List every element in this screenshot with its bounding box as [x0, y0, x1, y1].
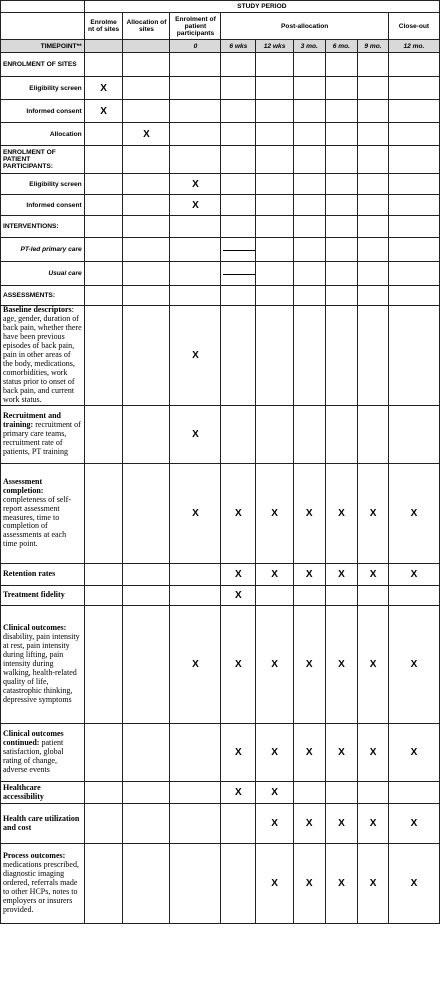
assessment-row-mark-cell: X: [221, 606, 256, 724]
assessment-row-mark-cell: X: [170, 606, 221, 724]
site-row-mark-cell: [388, 123, 439, 146]
assessment-row-mark-cell: [325, 782, 358, 804]
site-row-mark-cell: [170, 123, 221, 146]
site-row-mark-cell: [170, 77, 221, 100]
assessment-row-mark-cell: [325, 586, 358, 606]
assessment-row-mark-cell: [325, 306, 358, 406]
assessment-row-mark-cell: [325, 406, 358, 464]
patient-row-mark-cell: [388, 174, 439, 195]
assessment-row-mark-cell: [170, 804, 221, 844]
assessment-row-label: [1, 804, 85, 844]
empty-cell: [84, 286, 123, 306]
assessment-row-mark-cell: [221, 306, 256, 406]
assessment-row-label: [1, 782, 85, 804]
assessment-row-mark-cell: [84, 844, 123, 924]
empty-cell: [221, 216, 256, 238]
site-row-mark-cell: X: [123, 123, 170, 146]
patient-row-mark-cell: [221, 195, 256, 216]
timepoint-value: 12 wks: [256, 40, 294, 53]
assessment-row-mark-cell: [388, 782, 439, 804]
assessment-row-mark-cell: [358, 306, 389, 406]
assessment-row-mark-cell: [358, 782, 389, 804]
assessment-row-mark-cell: X: [388, 606, 439, 724]
assessment-row: [1, 406, 440, 464]
empty-cell: [170, 262, 221, 286]
col-enrolment-sites: Enrolme nt of sites: [84, 13, 123, 40]
assessment-row-label: [1, 606, 85, 724]
intervention-row: [1, 238, 440, 262]
header-corner-2: [1, 13, 85, 40]
empty-cell: [388, 53, 439, 77]
patient-row: [1, 195, 440, 216]
assessment-row-mark-cell: [123, 804, 170, 844]
assessment-row-mark-cell: [256, 306, 294, 406]
assessment-title: Healthcare accessibility: [3, 782, 44, 801]
timepoint-value: 6 mo.: [325, 40, 358, 53]
assessment-row-mark-cell: X: [358, 804, 389, 844]
assessment-title: Assessment completion:: [3, 476, 44, 495]
assessment-row-label: [1, 724, 85, 782]
section-enrolment-patients: [1, 146, 440, 174]
empty-cell: [84, 216, 123, 238]
patient-row: [1, 174, 440, 195]
intervention-row-label: Usual care: [1, 262, 85, 286]
site-row-mark-cell: [256, 100, 294, 123]
assessment-row-mark-cell: [388, 406, 439, 464]
assessment-row-label: [1, 464, 85, 564]
assessment-row-mark-cell: X: [325, 606, 358, 724]
empty-cell: [358, 216, 389, 238]
empty-cell: [123, 216, 170, 238]
assessment-row-mark-cell: [293, 782, 325, 804]
assessment-row-mark-cell: [123, 564, 170, 586]
arrow-right-icon: [223, 250, 255, 251]
assessment-row-mark-cell: X: [325, 804, 358, 844]
assessment-row: [1, 586, 440, 606]
assessment-row-mark-cell: X: [325, 724, 358, 782]
assessment-row-mark-cell: X: [256, 606, 294, 724]
patient-row-mark-cell: [256, 195, 294, 216]
assessment-row-mark-cell: X: [221, 464, 256, 564]
assessment-row-mark-cell: X: [221, 724, 256, 782]
site-row: [1, 123, 440, 146]
assessment-row-mark-cell: X: [170, 406, 221, 464]
assessment-description: completeness of self-report assessment measures, time to completion of assessments at each time point.: [3, 494, 71, 549]
empty-cell: [221, 146, 256, 174]
site-row-mark-cell: [256, 123, 294, 146]
patient-row-mark-cell: [256, 174, 294, 195]
site-row-mark-cell: X: [84, 100, 123, 123]
patient-row-mark-cell: [123, 174, 170, 195]
empty-cell: [123, 146, 170, 174]
col-close-out: Close-out: [388, 13, 439, 40]
site-row: [1, 77, 440, 100]
assessment-row-mark-cell: [123, 464, 170, 564]
empty-cell: [123, 262, 170, 286]
assessment-row: [1, 724, 440, 782]
patient-row-mark-cell: [84, 195, 123, 216]
empty-cell: [84, 53, 123, 77]
assessment-row-mark-cell: [170, 586, 221, 606]
assessment-row: [1, 306, 440, 406]
empty-cell: [84, 146, 123, 174]
section-enrolment-sites-label: ENROLMENT OF SITES: [1, 53, 85, 77]
assessment-row-mark-cell: X: [256, 564, 294, 586]
assessment-row-mark-cell: [123, 306, 170, 406]
site-row-mark-cell: [221, 100, 256, 123]
empty-cell: [123, 286, 170, 306]
empty-cell: [293, 238, 325, 262]
site-row-mark-cell: X: [84, 77, 123, 100]
patient-row-mark-cell: [123, 195, 170, 216]
empty-cell: [170, 216, 221, 238]
assessment-row-mark-cell: [221, 406, 256, 464]
empty-cell: [358, 238, 389, 262]
patient-row-mark-cell: [358, 195, 389, 216]
site-row-mark-cell: [293, 100, 325, 123]
assessment-description: disability, pain intensity at rest, pain intensity during lifting, pain intensity during walking, health-related quality of life, catastrophic thinking, depressive symptoms: [3, 632, 80, 704]
empty-cell: [293, 262, 325, 286]
patient-row-mark-cell: X: [170, 174, 221, 195]
assessment-row-mark-cell: X: [388, 804, 439, 844]
assessment-row-mark-cell: X: [256, 782, 294, 804]
assessment-row-mark-cell: X: [293, 804, 325, 844]
site-row-mark-cell: [358, 100, 389, 123]
patient-row-mark-cell: [293, 195, 325, 216]
header-row-columns: [1, 13, 440, 40]
empty-cell: [388, 238, 439, 262]
assessment-row-mark-cell: X: [221, 586, 256, 606]
assessment-row: [1, 804, 440, 844]
assessment-row-mark-cell: [170, 724, 221, 782]
patient-row-mark-cell: [221, 174, 256, 195]
timepoint-label: TIMEPOINT**: [1, 40, 85, 53]
empty-cell: [325, 146, 358, 174]
assessment-row-mark-cell: X: [358, 844, 389, 924]
assessment-row-mark-cell: [256, 586, 294, 606]
assessment-row: [1, 606, 440, 724]
assessment-row-mark-cell: [84, 804, 123, 844]
assessment-row-label: [1, 844, 85, 924]
assessment-row-mark-cell: [84, 606, 123, 724]
assessment-row-mark-cell: X: [221, 564, 256, 586]
site-row-label: Allocation: [1, 123, 85, 146]
timepoint-row: [1, 40, 440, 53]
patient-row-mark-cell: [293, 174, 325, 195]
assessment-row-mark-cell: [358, 406, 389, 464]
site-row-mark-cell: [388, 77, 439, 100]
timepoint-value: 3 mo.: [293, 40, 325, 53]
assessment-row: [1, 564, 440, 586]
assessment-row-mark-cell: [84, 586, 123, 606]
assessment-row-mark-cell: X: [358, 564, 389, 586]
assessment-row-mark-cell: X: [388, 844, 439, 924]
assessment-row-mark-cell: [84, 782, 123, 804]
assessment-row-mark-cell: [123, 606, 170, 724]
empty-cell: [293, 53, 325, 77]
assessment-title: Treatment fidelity: [3, 590, 65, 600]
assessment-row-mark-cell: X: [256, 844, 294, 924]
site-row-mark-cell: [325, 77, 358, 100]
intervention-arrow-cell: [221, 262, 256, 286]
empty-cell: [325, 286, 358, 306]
assessment-row-label: [1, 564, 85, 586]
assessment-row-mark-cell: [84, 724, 123, 782]
assessment-row-mark-cell: [221, 804, 256, 844]
arrow-right-icon: [223, 274, 255, 275]
assessment-title: Retention rates: [3, 569, 56, 579]
empty-cell: [325, 53, 358, 77]
assessment-row-label: [1, 406, 85, 464]
empty-cell: [170, 238, 221, 262]
assessment-title: Health care utilization and cost: [3, 813, 80, 832]
assessment-title: Process outcomes:: [3, 851, 66, 861]
assessment-row-mark-cell: [388, 306, 439, 406]
site-row-mark-cell: [221, 77, 256, 100]
patient-row-mark-cell: [388, 195, 439, 216]
empty-cell: [358, 146, 389, 174]
timepoint-value: 12 mo.: [388, 40, 439, 53]
intervention-row-label: PT-led primary care: [1, 238, 85, 262]
timepoint-value: [123, 40, 170, 53]
assessment-title: Clinical outcomes:: [3, 623, 67, 633]
assessment-row-mark-cell: X: [358, 606, 389, 724]
empty-cell: [170, 53, 221, 77]
assessment-description: medications prescribed, diagnostic imaging ordered, referrals made to other HCPs, notes to employers or insurers provided.: [3, 860, 79, 914]
empty-cell: [358, 262, 389, 286]
assessment-row-mark-cell: [84, 306, 123, 406]
assessment-row-mark-cell: [84, 406, 123, 464]
site-row-label: Eligibility screen: [1, 77, 85, 100]
assessment-row-mark-cell: [293, 306, 325, 406]
site-row-mark-cell: [325, 100, 358, 123]
site-row-mark-cell: [358, 123, 389, 146]
assessment-row-mark-cell: X: [170, 306, 221, 406]
empty-cell: [170, 286, 221, 306]
empty-cell: [84, 262, 123, 286]
empty-cell: [256, 238, 294, 262]
patient-row-mark-cell: [84, 174, 123, 195]
intervention-arrow-cell: [221, 238, 256, 262]
assessment-row-mark-cell: [123, 586, 170, 606]
section-enrolment-patients-label: ENROLMENT OF PATIENT PARTICIPANTS:: [1, 146, 85, 174]
empty-cell: [256, 146, 294, 174]
empty-cell: [358, 53, 389, 77]
assessment-row: [1, 464, 440, 564]
site-row-mark-cell: [123, 77, 170, 100]
assessment-row-mark-cell: X: [293, 724, 325, 782]
col-enrolment-patients: Enrolment of patient participants: [170, 13, 221, 40]
site-row-mark-cell: [123, 100, 170, 123]
intervention-row: [1, 262, 440, 286]
assessment-row-mark-cell: X: [325, 464, 358, 564]
empty-cell: [221, 53, 256, 77]
timepoint-value: 9 mo.: [358, 40, 389, 53]
empty-cell: [388, 262, 439, 286]
patient-row-mark-cell: [358, 174, 389, 195]
assessment-row-mark-cell: X: [221, 782, 256, 804]
assessment-row-mark-cell: X: [293, 464, 325, 564]
site-row-mark-cell: [170, 100, 221, 123]
assessment-row-mark-cell: X: [293, 844, 325, 924]
empty-cell: [256, 216, 294, 238]
assessment-row-mark-cell: X: [388, 464, 439, 564]
col-post-allocation: Post-allocation: [221, 13, 388, 40]
site-row-mark-cell: [358, 77, 389, 100]
schedule-body: [1, 1, 440, 924]
patient-row-label: Informed consent: [1, 195, 85, 216]
assessment-row-mark-cell: [84, 464, 123, 564]
assessment-row-mark-cell: X: [358, 724, 389, 782]
assessment-row-mark-cell: X: [293, 606, 325, 724]
assessment-row-label: [1, 306, 85, 406]
empty-cell: [256, 286, 294, 306]
assessment-row-mark-cell: [170, 782, 221, 804]
assessment-row-mark-cell: [293, 406, 325, 464]
patient-row-mark-cell: [325, 195, 358, 216]
assessment-row-mark-cell: X: [170, 464, 221, 564]
assessment-row: [1, 844, 440, 924]
patient-row-mark-cell: [325, 174, 358, 195]
assessment-row-mark-cell: [170, 844, 221, 924]
assessment-row-mark-cell: [293, 586, 325, 606]
timepoint-value: [84, 40, 123, 53]
empty-cell: [123, 238, 170, 262]
empty-cell: [123, 53, 170, 77]
assessment-row-mark-cell: X: [256, 464, 294, 564]
site-row-mark-cell: [293, 123, 325, 146]
assessment-description: patient satisfaction, global rating of change, adverse events: [3, 738, 64, 774]
empty-cell: [388, 146, 439, 174]
timepoint-value: 6 wks: [221, 40, 256, 53]
empty-cell: [84, 238, 123, 262]
timepoint-value: 0: [170, 40, 221, 53]
section-enrolment-sites: [1, 53, 440, 77]
section-interventions: [1, 216, 440, 238]
site-row-mark-cell: [388, 100, 439, 123]
site-row-mark-cell: [293, 77, 325, 100]
assessment-row-mark-cell: X: [388, 724, 439, 782]
site-row-mark-cell: [325, 123, 358, 146]
assessment-row-mark-cell: [221, 844, 256, 924]
empty-cell: [221, 286, 256, 306]
assessment-row-mark-cell: [388, 586, 439, 606]
assessment-row-label: [1, 586, 85, 606]
assessment-description: recruitment of primary care teams, recruitment rate of patients, PT training: [3, 420, 81, 456]
empty-cell: [325, 262, 358, 286]
empty-cell: [358, 286, 389, 306]
assessment-row-mark-cell: [170, 564, 221, 586]
assessment-row-mark-cell: X: [325, 564, 358, 586]
empty-cell: [256, 262, 294, 286]
empty-cell: [325, 238, 358, 262]
assessment-row-mark-cell: [123, 406, 170, 464]
assessment-row-mark-cell: X: [293, 564, 325, 586]
assessment-description: : age, gender, duration of back pain, whether there have been previous episodes of back pain, pain in other areas of the body, medications, comorbidities, work status prior to onset of back pain, and current work status.: [3, 305, 82, 404]
assessment-row-mark-cell: X: [358, 464, 389, 564]
site-row: [1, 100, 440, 123]
empty-cell: [293, 146, 325, 174]
empty-cell: [388, 286, 439, 306]
assessment-row-mark-cell: [123, 724, 170, 782]
site-row-mark-cell: [221, 123, 256, 146]
header-corner: [1, 1, 85, 13]
empty-cell: [293, 286, 325, 306]
assessment-title: Recruitment and training:: [3, 411, 61, 430]
empty-cell: [256, 53, 294, 77]
assessment-row: [1, 782, 440, 804]
site-row-mark-cell: [256, 77, 294, 100]
assessment-row-mark-cell: X: [256, 724, 294, 782]
assessment-title: Baseline descriptors: [3, 305, 72, 315]
assessment-row-mark-cell: [123, 844, 170, 924]
patient-row-label: Eligibility screen: [1, 174, 85, 195]
empty-cell: [325, 216, 358, 238]
assessment-row-mark-cell: X: [325, 844, 358, 924]
patient-row-mark-cell: X: [170, 195, 221, 216]
header-row-study-period: [1, 1, 440, 13]
assessment-row-mark-cell: X: [388, 564, 439, 586]
site-row-label: Informed consent: [1, 100, 85, 123]
empty-cell: [388, 216, 439, 238]
assessment-title: Clinical outcomes continued:: [3, 729, 64, 748]
assessment-row-mark-cell: [256, 406, 294, 464]
site-row-mark-cell: [84, 123, 123, 146]
assessment-row-mark-cell: [358, 586, 389, 606]
assessment-row-mark-cell: [123, 782, 170, 804]
empty-cell: [293, 216, 325, 238]
section-interventions-label: INTERVENTIONS:: [1, 216, 85, 238]
assessment-row-mark-cell: [84, 564, 123, 586]
assessment-row-mark-cell: X: [256, 804, 294, 844]
col-allocation-sites: Allocation of sites: [123, 13, 170, 40]
empty-cell: [170, 146, 221, 174]
section-assessments-label: ASSESSMENTS:: [1, 286, 85, 306]
study-period-header: STUDY PERIOD: [84, 1, 439, 13]
section-assessments: [1, 286, 440, 306]
